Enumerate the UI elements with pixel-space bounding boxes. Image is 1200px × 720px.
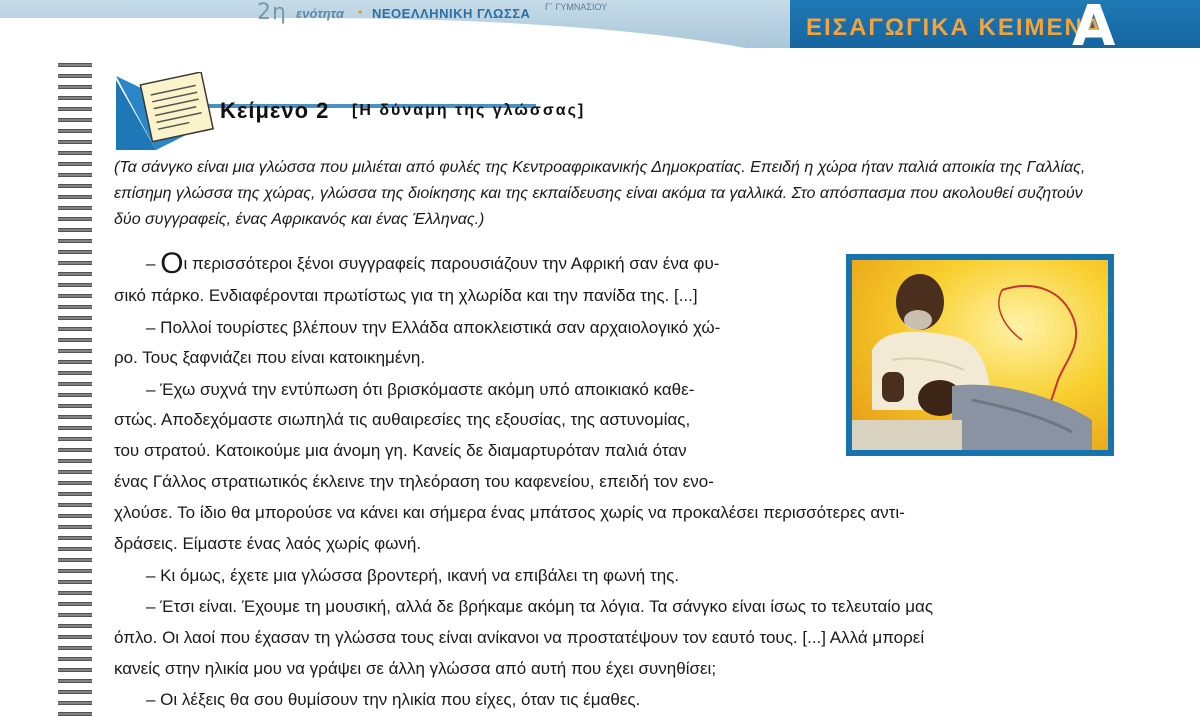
body-line: σικό πάρκο. Ενδιαφέρονται πρωτίστως για τη χλωρίδα και την πανίδα της. [...]	[114, 286, 698, 305]
drop-cap: Ο	[160, 247, 184, 280]
chapter-number: 2η	[257, 0, 287, 25]
body-line: του στρατού. Κατοικούμε μια άνομη γη. Κανείς δε διαμαρτυρόταν παλιά όταν	[114, 441, 687, 460]
body-line-first	[146, 247, 720, 280]
body-line: ένας Γάλλος στρατιωτικός έκλεινε την τηλεόραση του καφενείου, επειδή τον ενο-	[114, 472, 714, 491]
text-subtitle: [Η δύναμη της γλώσσας]	[352, 102, 586, 119]
first-line-text: ι περισσότεροι ξένοι συγγραφείς παρουσιάζουν την Αφρική σαν ένα φυ-	[183, 254, 720, 273]
section-letter: Α	[1072, 0, 1116, 48]
body-line: – Έτσι είναι. Έχουμε τη μουσική, αλλά δε βρήκαμε ακόμη τα λόγια. Τα σάνγκο είναι ίσως το τελευταίο μας	[146, 597, 934, 616]
body-line: – Κι όμως, έχετε μια γλώσσα βροντερή, ικανή να επιβάλει τη φωνή της.	[146, 566, 680, 585]
dialogue-dash: –	[146, 254, 161, 273]
chapter-word: ενότητα	[296, 6, 345, 21]
text-title: Κείμενο 2	[220, 98, 330, 123]
body-line: κανείς στην ηλικία μου να γράψει σε άλλη γλώσσα από αυτή που έχει συνηθίσει;	[114, 659, 717, 678]
page-header	[0, 0, 1200, 48]
photo-image	[852, 260, 1108, 450]
subject-title: ΝΕΟΕΛΛΗΝΙΚΗ ΓΛΩΣΣΑ	[372, 6, 531, 21]
body-line: χλούσε. Το ίδιο θα μπορούσε να κάνει και σήμερα ένας μπάτσος χωρίς να προκαλέσει περισσότερες αντι-	[114, 503, 905, 522]
header-bullet: •	[358, 5, 363, 19]
body-line: – Έχω συχνά την εντύπωση ότι βρισκόμαστε ακόμη υπό αποικιακό καθε-	[146, 380, 695, 399]
header-white-curve	[0, 18, 840, 48]
body-line: – Οι λέξεις θα σου θυμίσουν την ηλικία που είχες, όταν τις έμαθες.	[146, 690, 641, 709]
body-line: στώς. Αποδεχόμαστε σιωπηλά τις αυθαιρεσίες της εξουσίας, της αστυνομίας,	[114, 410, 691, 429]
illustration-photo	[846, 254, 1114, 456]
intro-paragraph: (Τα σάνγκο είναι μια γλώσσα που μιλιέται από φυλές της Κεντροαφρικανικής Δημοκρατίας. Επειδή η χώρα ήταν παλιά αποικία της Γαλλίας, επίσημη γλώσσα της χώρας, γλώσσα της διοίκησης και της εκπαίδευσης είναι ακόμα τα γαλλικά. Στο απόσπασμα που ακολουθεί συζητούν δύο συγγραφείς, ένας Αφρικανός και ένας Έλληνας.)	[114, 159, 1086, 228]
section-title: ΕΙΣΑΓΩΓΙΚΑ ΚΕΙΜΕΝΑ	[806, 14, 1104, 41]
grade-label: Γ΄ ΓΥΜΝΑΣΙΟΥ	[545, 2, 608, 12]
spiral-binding	[58, 60, 92, 720]
body-line: δράσεις. Είμαστε ένας λαός χωρίς φωνή.	[114, 534, 422, 553]
body-line: όπλο. Οι λαοί που έχασαν τη γλώσσα τους είναι ανίκανοι να προστατέψουν τον εαυτό τους. [...] Αλλά μπορεί	[114, 628, 925, 647]
body-line: ρο. Τους ξαφνιάζει που είναι κατοικημένη.	[114, 348, 426, 367]
body-line: – Πολλοί τουρίστες βλέπουν την Ελλάδα αποκλειστικά σαν αρχαιολογικό χώ-	[146, 318, 721, 337]
